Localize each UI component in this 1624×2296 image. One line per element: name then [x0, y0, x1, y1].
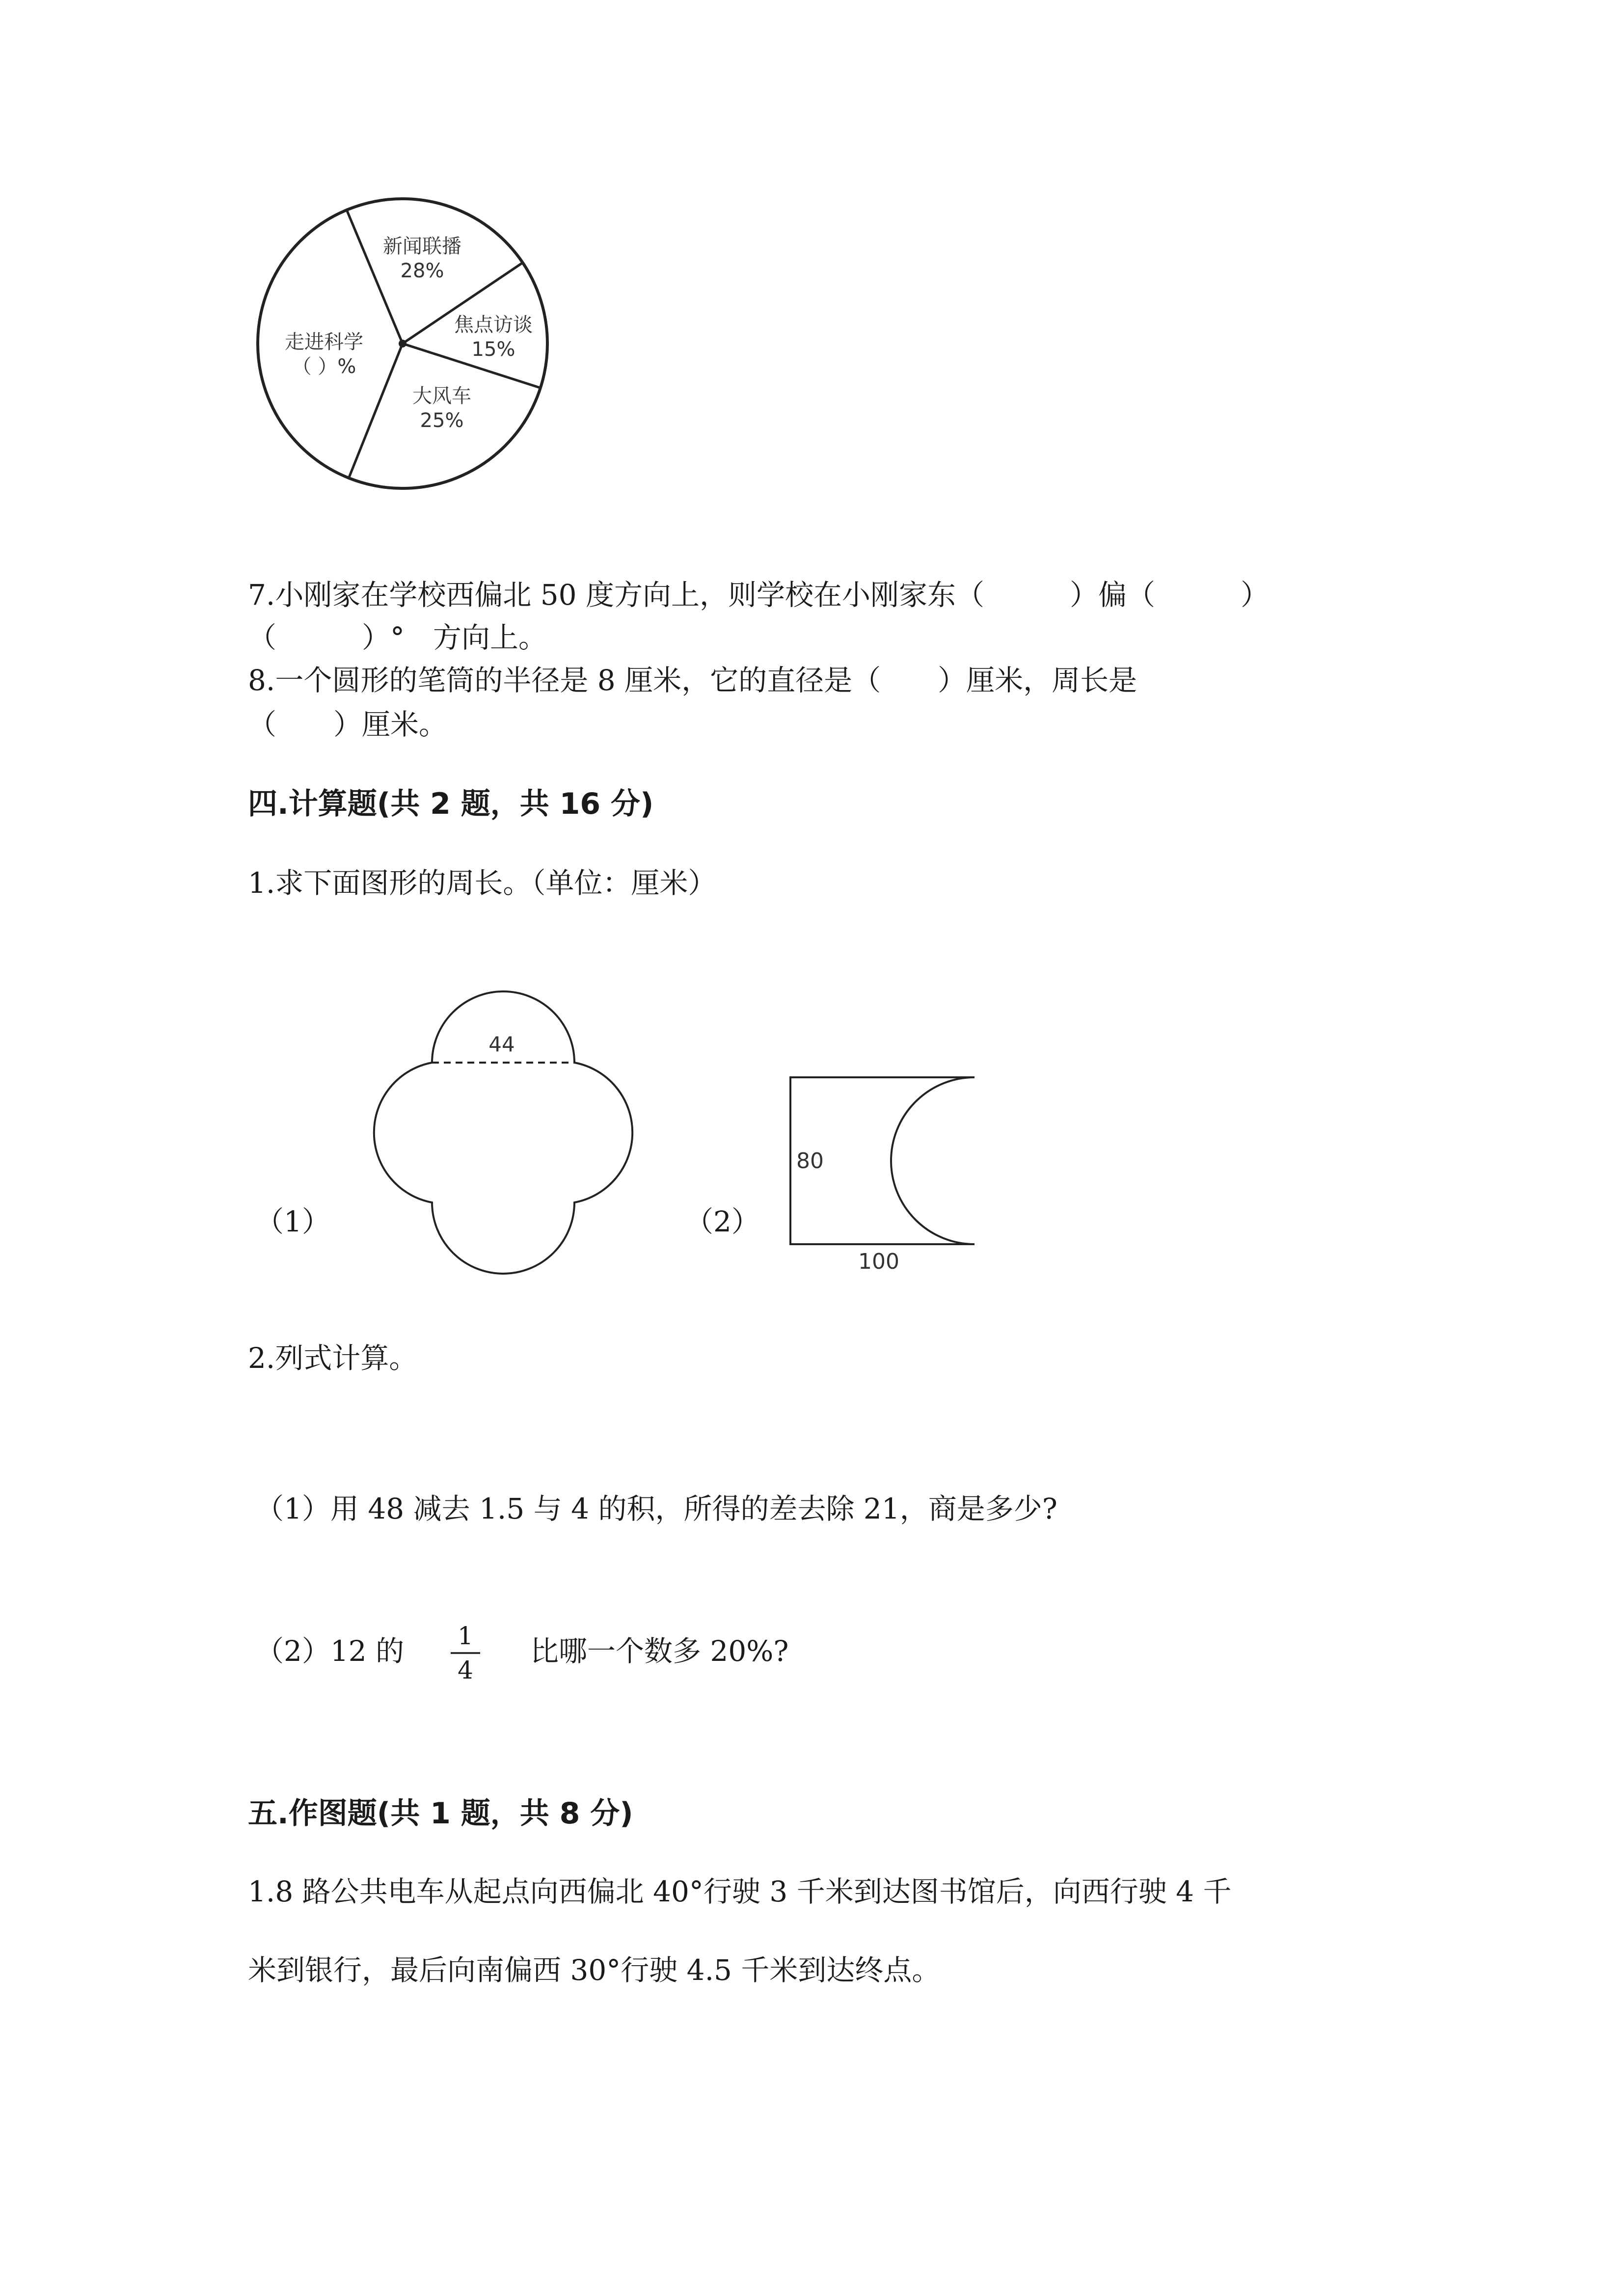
- figure2-width: 100: [858, 1249, 899, 1274]
- section4-q2-sub2-prefix: （2）12 的: [255, 1634, 405, 1668]
- fraction: [451, 1624, 480, 1682]
- pie-divider: [346, 209, 403, 344]
- pie-slice-value: 28%: [400, 260, 444, 282]
- q8-line1: 8.一个圆形的笔筒的半径是 8 厘米，它的直径是（ ）厘米，周长是: [248, 664, 1137, 697]
- section4-q2-sub1: （1）用 48 减去 1.5 与 4 的积，所得的差去除 21，商是多少?: [255, 1492, 1057, 1525]
- pie-slice-value: 25%: [420, 409, 464, 432]
- q7-line2: （ ）° 方向上。: [248, 621, 547, 654]
- fraction-numerator: 1: [458, 1622, 473, 1650]
- pie-slice-label: 走进科学: [285, 331, 363, 353]
- pie-slice-value: （ ）%: [292, 355, 356, 378]
- figure1-label: （1）: [255, 1205, 330, 1238]
- pie-divider: [349, 344, 403, 479]
- figure2-label: （2）: [685, 1205, 760, 1238]
- section4-title: 四.计算题(共 2 题，共 16 分): [248, 787, 654, 821]
- fraction-denominator: 4: [458, 1656, 473, 1684]
- section5-title: 五.作图题(共 1 题，共 8 分): [248, 1796, 633, 1831]
- section5-q1-line1: 1.8 路公共电车从起点向西偏北 40°行驶 3 千米到达图书馆后，向西行驶 4 千: [248, 1875, 1232, 1908]
- figure2-height: 80: [796, 1148, 824, 1174]
- pie-chart: [245, 196, 550, 491]
- pie-slice-label: 新闻联播: [383, 235, 461, 258]
- figure1-dimension: 44: [488, 1032, 515, 1056]
- section5-q1-line2: 米到银行，最后向南偏西 30°行驶 4.5 千米到达终点。: [248, 1953, 941, 1987]
- section4-q2-sub2-suffix: 比哪一个数多 20%?: [530, 1634, 789, 1668]
- pie-slice-label: 大风车: [412, 385, 471, 407]
- pie-slice-value: 15%: [471, 338, 515, 361]
- section4-q2-text: 2.列式计算。: [248, 1341, 418, 1375]
- figure2-shape: [781, 1068, 987, 1283]
- pie-center: [399, 340, 406, 347]
- fraction-bar: [451, 1652, 480, 1654]
- q8-line2: （ ）厘米。: [248, 708, 448, 741]
- pie-slice-label: 焦点访谈: [454, 314, 533, 336]
- section4-q1-text: 1.求下面图形的周长。（单位：厘米）: [248, 866, 717, 900]
- q7-line1: 7.小刚家在学校西偏北 50 度方向上，则学校在小刚家东（ ）偏（ ）: [248, 578, 1270, 612]
- figure1-shape: [353, 987, 658, 1301]
